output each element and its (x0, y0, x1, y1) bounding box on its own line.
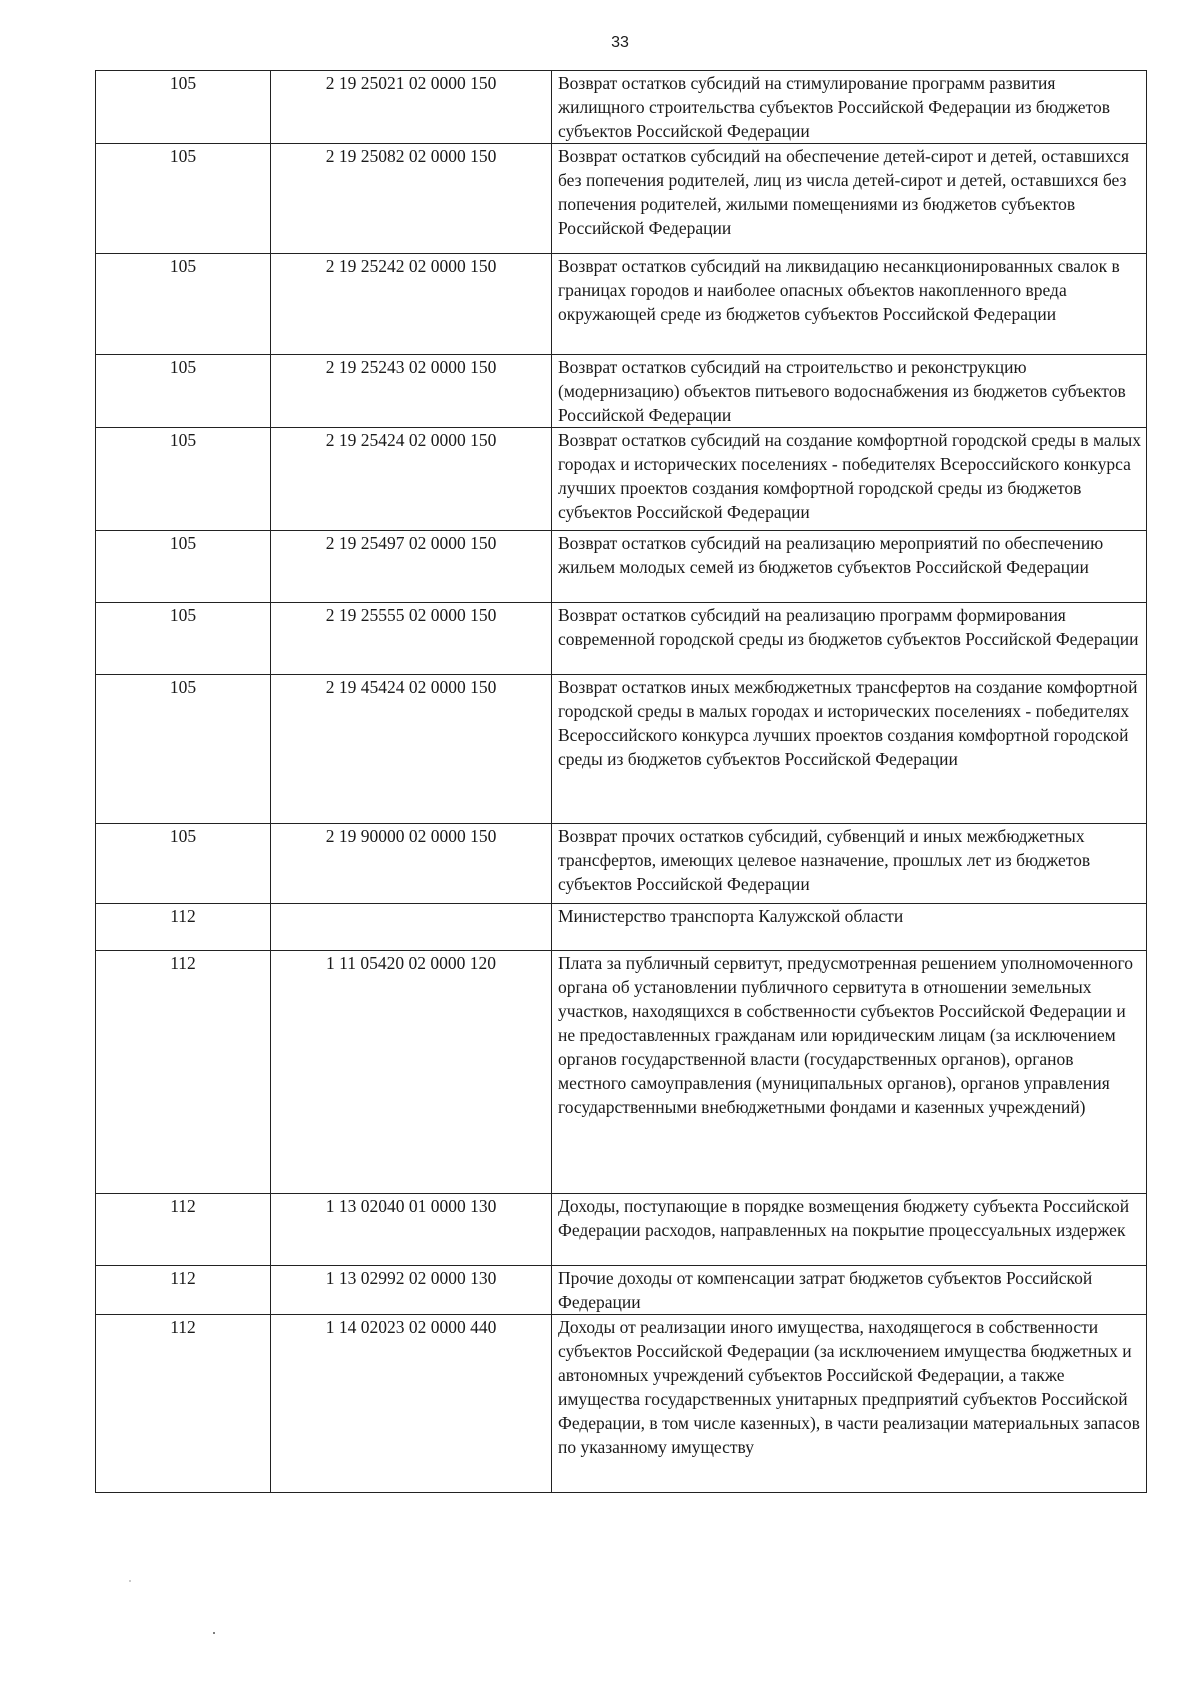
table-row (96, 1266, 1147, 1315)
admin-code-cell: 105 (96, 531, 271, 603)
revenue-name-cell: Доходы от реализации иного имущества, находящегося в собственности субъектов Российской Федерации (за исключением имущества бюджетных и автономных учреждений субъектов Российской Федерации, а также имущества государственных унитарных предприятий субъектов Российской Федерации, в том числе казенных), в части реализации материальных запасов по указанному имуществу (552, 1315, 1147, 1493)
budget-code-cell (271, 904, 552, 951)
revenue-name-cell: Возврат остатков субсидий на создание комфортной городской среды в малых городах и исторических поселениях - победителях Всероссийского конкурса лучших проектов создания комфортной городской среды из бюджетов субъектов Российской Федерации (552, 428, 1147, 531)
revenue-name-cell: Возврат остатков иных межбюджетных трансфертов на создание комфортной городской среды в малых городах и исторических поселениях - победителях Всероссийского конкурса лучших проектов создания комфортной городской среды из бюджетов субъектов Российской Федерации (552, 675, 1147, 824)
table-row (96, 603, 1147, 675)
table-row (96, 71, 1147, 144)
budget-code-cell: 2 19 25242 02 0000 150 (271, 254, 552, 355)
budget-code-cell: 2 19 45424 02 0000 150 (271, 675, 552, 824)
revenue-codes-table (95, 70, 1147, 1493)
admin-code-cell: 105 (96, 824, 271, 904)
budget-code-cell: 2 19 25243 02 0000 150 (271, 355, 552, 428)
scan-speck (129, 1580, 131, 1582)
budget-code-cell: 2 19 25555 02 0000 150 (271, 603, 552, 675)
admin-code-cell: 112 (96, 951, 271, 1194)
revenue-name-cell: Министерство транспорта Калужской области (552, 904, 1147, 951)
table-row (96, 904, 1147, 951)
admin-code-cell: 105 (96, 254, 271, 355)
admin-code-cell: 112 (96, 1315, 271, 1493)
table-row (96, 1315, 1147, 1493)
revenue-name-cell: Возврат остатков субсидий на реализацию мероприятий по обеспечению жильем молодых семей из бюджетов субъектов Российской Федерации (552, 531, 1147, 603)
table-row (96, 428, 1147, 531)
budget-code-cell: 2 19 25021 02 0000 150 (271, 71, 552, 144)
page-number: 33 (611, 34, 629, 51)
admin-code-cell: 105 (96, 428, 271, 531)
revenue-name-cell: Доходы, поступающие в порядке возмещения бюджету субъекта Российской Федерации расходов, направленных на покрытие процессуальных издержек (552, 1194, 1147, 1266)
admin-code-cell: 105 (96, 603, 271, 675)
revenue-name-cell: Возврат остатков субсидий на стимулирование программ развития жилищного строительства субъектов Российской Федерации из бюджетов субъектов Российской Федерации (552, 71, 1147, 144)
admin-code-cell: 112 (96, 1266, 271, 1315)
table-row (96, 675, 1147, 824)
admin-code-cell: 112 (96, 904, 271, 951)
admin-code-cell: 105 (96, 71, 271, 144)
admin-code-cell: 105 (96, 144, 271, 254)
table-row (96, 144, 1147, 254)
budget-code-cell: 1 13 02992 02 0000 130 (271, 1266, 552, 1315)
revenue-name-cell: Прочие доходы от компенсации затрат бюджетов субъектов Российской Федерации (552, 1266, 1147, 1315)
table-row (96, 254, 1147, 355)
budget-code-cell: 2 19 25424 02 0000 150 (271, 428, 552, 531)
budget-code-cell: 2 19 25082 02 0000 150 (271, 144, 552, 254)
admin-code-cell: 112 (96, 1194, 271, 1266)
budget-code-cell: 1 11 05420 02 0000 120 (271, 951, 552, 1194)
table-row (96, 951, 1147, 1194)
revenue-name-cell: Возврат остатков субсидий на строительство и реконструкцию (модернизацию) объектов питьевого водоснабжения из бюджетов субъектов Российской Федерации (552, 355, 1147, 428)
revenue-name-cell: Возврат остатков субсидий на обеспечение детей-сирот и детей, оставшихся без попечения родителей, лиц из числа детей-сирот и детей, оставшихся без попечения родителей, жилыми помещениями из бюджетов субъектов Российской Федерации (552, 144, 1147, 254)
table-row (96, 824, 1147, 904)
revenue-name-cell: Возврат остатков субсидий на ликвидацию несанкционированных свалок в границах городов и наиболее опасных объектов накопленного вреда окружающей среде из бюджетов субъектов Российской Федерации (552, 254, 1147, 355)
admin-code-cell: 105 (96, 675, 271, 824)
table-row (96, 355, 1147, 428)
revenue-name-cell: Возврат прочих остатков субсидий, субвенций и иных межбюджетных трансфертов, имеющих целевое назначение, прошлых лет из бюджетов субъектов Российской Федерации (552, 824, 1147, 904)
table-row (96, 531, 1147, 603)
revenue-name-cell: Плата за публичный сервитут, предусмотренная решением уполномоченного органа об установлении публичного сервитута в отношении земельных участков, находящихся в собственности субъектов Российской Федерации и не предоставленных гражданам или юридическим лицам (за исключением органов государственной власти (государственных органов), органов местного самоуправления (муниципальных органов), органов управления государственными внебюджетными фондами и казенных учреждений) (552, 951, 1147, 1194)
revenue-name-cell: Возврат остатков субсидий на реализацию программ формирования современной городской среды из бюджетов субъектов Российской Федерации (552, 603, 1147, 675)
budget-code-cell: 2 19 90000 02 0000 150 (271, 824, 552, 904)
budget-code-cell: 1 13 02040 01 0000 130 (271, 1194, 552, 1266)
scan-speck (213, 1632, 215, 1634)
table-row (96, 1194, 1147, 1266)
budget-code-cell: 1 14 02023 02 0000 440 (271, 1315, 552, 1493)
admin-code-cell: 105 (96, 355, 271, 428)
budget-code-cell: 2 19 25497 02 0000 150 (271, 531, 552, 603)
